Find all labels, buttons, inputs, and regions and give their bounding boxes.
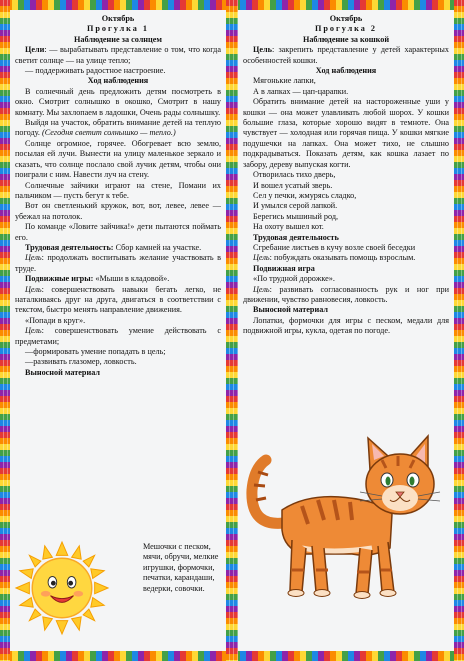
left-p5: Вот он светленький кружок, вот, вот, левее, левее — убежал на потолок. xyxy=(15,201,221,221)
right-labor-goal: Цель: побуждать оказывать помощь взрослым. xyxy=(253,253,416,263)
right-r7: И умылся серой лапкой. xyxy=(253,201,338,211)
right-r2: А в лапках — цап-царапки. xyxy=(253,86,349,96)
right-r4: Отворилась тихо дверь, xyxy=(253,170,336,180)
right-goal: Цель: закрепить представление у детей характерных особенностей кошки. xyxy=(243,45,449,65)
left-month: Октябрь xyxy=(101,14,135,23)
right-labor-label: Трудовая деятельность xyxy=(253,232,339,242)
left-game2-g3: —развивать глазомер, ловкость. xyxy=(25,357,137,367)
left-material-label: Выносной материал xyxy=(25,367,100,377)
left-walk: Прогулка 1 xyxy=(86,24,150,34)
right-game-goal: Цель: развивать согласованность рук и ног при движении, чувство равновесия, ловкость. xyxy=(243,284,449,304)
left-p4: Солнечные зайчики играют на стене, Помани их пальчиком — пусть бегут к тебе. xyxy=(15,180,221,200)
right-material-text: Лопатки, формочки для игры с песком, медали для подвижной игры, кукла, одетая по погоде. xyxy=(243,315,449,336)
left-game2-goal: Цель: совершенствовать умение действовать с предметами; xyxy=(15,326,221,346)
left-labor-goal: Цель: продолжать воспитывать желание участвовать в труде. xyxy=(15,253,221,273)
left-labor: Трудовая деятельность: Сбор камней на участке. xyxy=(25,242,202,252)
left-p6: По команде «Ловите зайчика!» дети пытаются поймать его. xyxy=(15,222,221,242)
cat-illustration xyxy=(232,430,458,606)
right-r8: Берегись мышиный род, xyxy=(253,211,339,221)
right-r3: Обратить внимание детей на настороженные уши у кошки — она может улавливать любой шорох. У кошки большие глаза, которые хорошо видят в темноте. Она чувствует — холодная или горячая пища. У кошки мягкие подушечки на лапках. Она может тихо, не слышно подкрадываться. Показать детям, как кошка лазает по забору, дереву выпуская когти. xyxy=(243,97,449,169)
left-p3: Солнце огромное, горячее. Обогревает всю землю, посылая ей лучи. Вынести на улицу маленькое зеркало и сказать, что солнце послало свой лучик детям, чтобы они поиграли с ним. Навести луч на стену. xyxy=(15,138,221,180)
left-games-goal: Цель: совершенствовать навыки бегать легко, не наталкиваясь друг на друга, двигаться в соответствии с текстом, быстро менять направление движения. xyxy=(15,284,221,315)
right-r5: И вошел усатый зверь. xyxy=(253,180,333,190)
sun-illustration xyxy=(14,540,110,636)
left-game2-g2: —формировать умение попадать в цель; xyxy=(25,347,166,356)
left-section-course: Ход наблюдения xyxy=(87,76,149,86)
left-border xyxy=(0,0,10,661)
right-r1: Мягонькие лапки, xyxy=(253,76,316,86)
right-walk: Прогулка 2 xyxy=(314,24,378,34)
right-section-course: Ход наблюдения xyxy=(315,66,377,76)
right-material-label: Выносной материал xyxy=(253,305,328,315)
left-goal2: — поддерживать радостное настроение. xyxy=(25,66,166,76)
right-month: Октябрь xyxy=(329,14,363,23)
left-topic: Наблюдение за солнцем xyxy=(74,34,162,44)
left-goal: Цели: — вырабатывать представление о том, что когда светит солнце — на улице тепло; xyxy=(15,45,221,65)
right-topic: Наблюдение за кошкой xyxy=(302,34,390,44)
left-p1: В солнечный день предложить детям посмотреть в окно. Смотрит солнышко в окошко, Смотрит в нашу комнату. Мы захлопаем в ладошки, Очень рады солнышку. xyxy=(15,86,221,117)
left-p2: Выйдя на участок, обратить внимание детей на теплую погоду. (Сегодня светит солнышко — тепло.) xyxy=(15,118,221,138)
left-game2: «Попади в круг». xyxy=(25,315,86,325)
right-r6: Сел у печки, жмурясь сладко, xyxy=(253,190,357,200)
right-game-text: «По трудной дорожке». xyxy=(253,274,335,284)
right-labor-text: Сгребание листьев в кучу возле своей беседки xyxy=(253,242,416,252)
right-r9: На охоту вышел кот. xyxy=(253,222,324,232)
left-games: Подвижные игры: «Мыши в кладовой». xyxy=(25,274,170,284)
left-material-text: Мешочки с песком, мячи, обручи, мелкие игрушки, формочки, печатки, карандаши, ведерки, совочки. xyxy=(143,542,219,593)
right-game-label: Подвижная игра xyxy=(253,263,315,273)
